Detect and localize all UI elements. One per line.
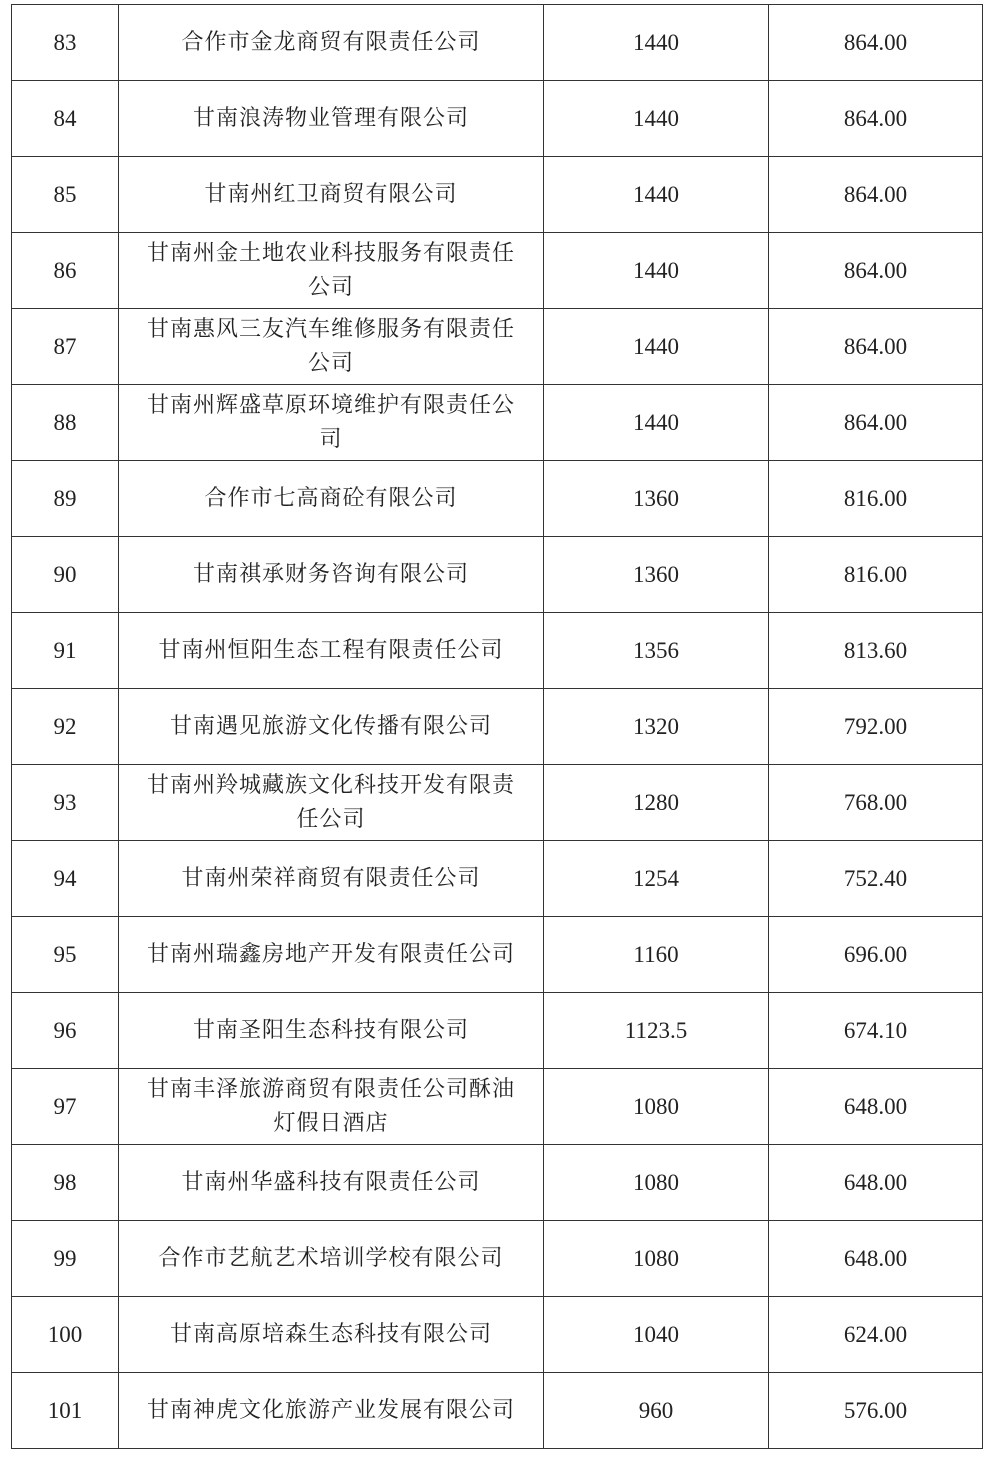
count-cell: 1280 — [544, 765, 769, 841]
company-name: 甘南州恒阳生态工程有限责任公司 — [119, 613, 544, 689]
row-number: 101 — [12, 1373, 119, 1449]
company-name: 甘南浪涛物业管理有限公司 — [119, 81, 544, 157]
table-row — [12, 461, 983, 537]
row-number: 93 — [12, 765, 119, 841]
amount-cell: 816.00 — [769, 537, 983, 613]
count-cell: 1123.5 — [544, 993, 769, 1069]
count-cell: 1040 — [544, 1297, 769, 1373]
row-number: 83 — [12, 5, 119, 81]
row-number: 90 — [12, 537, 119, 613]
table-row — [12, 5, 983, 81]
company-name: 甘南丰泽旅游商贸有限责任公司酥油灯假日酒店 — [119, 1069, 544, 1145]
company-name: 合作市七高商砼有限公司 — [119, 461, 544, 537]
row-number: 84 — [12, 81, 119, 157]
company-name: 合作市艺航艺术培训学校有限公司 — [119, 1221, 544, 1297]
table-row — [12, 689, 983, 765]
table-row — [12, 917, 983, 993]
amount-cell: 792.00 — [769, 689, 983, 765]
count-cell: 1254 — [544, 841, 769, 917]
count-cell: 1440 — [544, 309, 769, 385]
amount-cell: 674.10 — [769, 993, 983, 1069]
amount-cell: 816.00 — [769, 461, 983, 537]
table-row — [12, 993, 983, 1069]
amount-cell: 864.00 — [769, 5, 983, 81]
subsidy-table — [11, 4, 983, 1449]
table-row — [12, 309, 983, 385]
company-name: 甘南祺承财务咨询有限公司 — [119, 537, 544, 613]
row-number: 86 — [12, 233, 119, 309]
company-name: 甘南圣阳生态科技有限公司 — [119, 993, 544, 1069]
table-row — [12, 1145, 983, 1221]
count-cell: 1160 — [544, 917, 769, 993]
row-number: 94 — [12, 841, 119, 917]
amount-cell: 864.00 — [769, 309, 983, 385]
count-cell: 1440 — [544, 233, 769, 309]
amount-cell: 864.00 — [769, 385, 983, 461]
company-name: 合作市金龙商贸有限责任公司 — [119, 5, 544, 81]
amount-cell: 696.00 — [769, 917, 983, 993]
table-row — [12, 1373, 983, 1449]
table-row — [12, 81, 983, 157]
row-number: 95 — [12, 917, 119, 993]
table-row — [12, 765, 983, 841]
company-name: 甘南州瑞鑫房地产开发有限责任公司 — [119, 917, 544, 993]
table-body — [12, 5, 983, 1449]
table-row — [12, 613, 983, 689]
amount-cell: 576.00 — [769, 1373, 983, 1449]
amount-cell: 864.00 — [769, 157, 983, 233]
table-row — [12, 385, 983, 461]
table-row — [12, 537, 983, 613]
amount-cell: 648.00 — [769, 1069, 983, 1145]
count-cell: 1440 — [544, 157, 769, 233]
table-row — [12, 1297, 983, 1373]
count-cell: 1356 — [544, 613, 769, 689]
amount-cell: 864.00 — [769, 81, 983, 157]
table-row — [12, 233, 983, 309]
count-cell: 1320 — [544, 689, 769, 765]
count-cell: 960 — [544, 1373, 769, 1449]
row-number: 92 — [12, 689, 119, 765]
amount-cell: 768.00 — [769, 765, 983, 841]
row-number: 87 — [12, 309, 119, 385]
count-cell: 1440 — [544, 385, 769, 461]
amount-cell: 813.60 — [769, 613, 983, 689]
table-row — [12, 157, 983, 233]
count-cell: 1360 — [544, 461, 769, 537]
table-row — [12, 841, 983, 917]
row-number: 89 — [12, 461, 119, 537]
company-name: 甘南州红卫商贸有限公司 — [119, 157, 544, 233]
table-row — [12, 1221, 983, 1297]
row-number: 96 — [12, 993, 119, 1069]
amount-cell: 624.00 — [769, 1297, 983, 1373]
row-number: 98 — [12, 1145, 119, 1221]
company-name: 甘南州华盛科技有限责任公司 — [119, 1145, 544, 1221]
count-cell: 1080 — [544, 1221, 769, 1297]
amount-cell: 648.00 — [769, 1221, 983, 1297]
amount-cell: 752.40 — [769, 841, 983, 917]
row-number: 97 — [12, 1069, 119, 1145]
company-name: 甘南州羚城藏族文化科技开发有限责任公司 — [119, 765, 544, 841]
row-number: 99 — [12, 1221, 119, 1297]
count-cell: 1440 — [544, 81, 769, 157]
table-row — [12, 1069, 983, 1145]
amount-cell: 648.00 — [769, 1145, 983, 1221]
company-name: 甘南州荣祥商贸有限责任公司 — [119, 841, 544, 917]
company-name: 甘南高原培森生态科技有限公司 — [119, 1297, 544, 1373]
amount-cell: 864.00 — [769, 233, 983, 309]
count-cell: 1440 — [544, 5, 769, 81]
company-name: 甘南遇见旅游文化传播有限公司 — [119, 689, 544, 765]
count-cell: 1080 — [544, 1145, 769, 1221]
row-number: 100 — [12, 1297, 119, 1373]
row-number: 85 — [12, 157, 119, 233]
count-cell: 1080 — [544, 1069, 769, 1145]
company-name: 甘南神虎文化旅游产业发展有限公司 — [119, 1373, 544, 1449]
company-name: 甘南州辉盛草原环境维护有限责任公司 — [119, 385, 544, 461]
company-name: 甘南惠风三友汽车维修服务有限责任公司 — [119, 309, 544, 385]
row-number: 91 — [12, 613, 119, 689]
company-name: 甘南州金土地农业科技服务有限责任公司 — [119, 233, 544, 309]
row-number: 88 — [12, 385, 119, 461]
count-cell: 1360 — [544, 537, 769, 613]
